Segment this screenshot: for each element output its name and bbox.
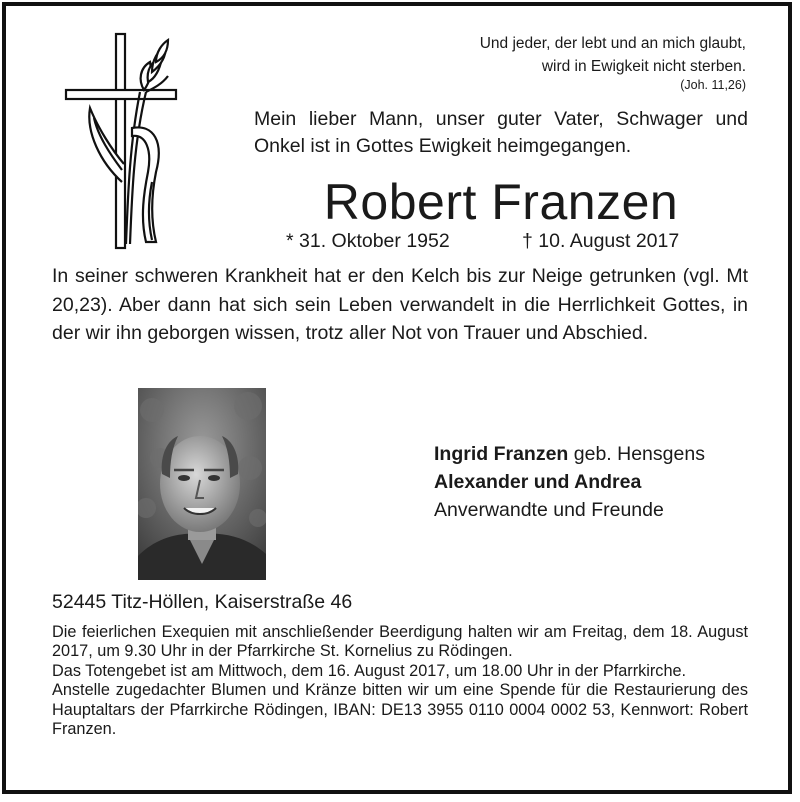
cross-icon <box>60 32 180 252</box>
quote-source: (Joh. 11,26) <box>680 78 746 92</box>
birth-date: * 31. Oktober 1952 <box>286 230 450 252</box>
deceased-name: Robert Franzen <box>323 174 679 230</box>
mourners-list <box>434 440 705 524</box>
details-paragraph-donation: Anstelle zugedachter Blumen und Kränze bitten wir um eine Spende für die Restaurierung des Hauptaltars der Pfarrkirche Rödingen, IBAN: DE13 3955 0110 0004 0002 53, Kennwort: Robert Franzen. <box>52 681 748 739</box>
details-paragraph-prayer: Das Totengebet ist am Mittwoch, dem 16. August 2017, um 18.00 Uhr in der Pfarrkirche. <box>52 661 687 680</box>
address: 52445 Titz-Höllen, Kaiserstraße 46 <box>52 591 353 613</box>
mourner-relatives: Anverwandte und Freunde <box>434 499 664 521</box>
mourner-wife: Ingrid Franzen <box>434 443 569 465</box>
portrait-photo <box>138 388 266 580</box>
death-date: † 10. August 2017 <box>522 230 680 252</box>
service-details <box>52 623 748 739</box>
mourner-wife-maiden: geb. Hensgens <box>568 443 705 465</box>
details-paragraph-funeral: Die feierlichen Exequien mit anschließender Beerdigung halten wir am Freitag, dem 18. August 2017, um 9.30 Uhr in der Pfarrkirche St. Kornelius zu Rödingen. <box>52 623 748 661</box>
bible-quote <box>480 32 746 78</box>
quote-line-1: Und jeder, der lebt und an mich glaubt, <box>479 35 746 52</box>
mourner-children: Alexander und Andrea <box>434 471 642 493</box>
mourner-line-1 <box>434 440 705 468</box>
intro-text: Mein lieber Mann, unser guter Vater, Schwager und Onkel ist in Gottes Ewigkeit heimgegangen. <box>254 108 748 157</box>
memorial-text: In seiner schweren Krankheit hat er den Kelch bis zur Neige getrunken (vgl. Mt 20,23). Aber dann hat sich sein Leben verwandelt in die Herrlichkeit Gottes, in der wir ihn geborgen wissen, trotz aller Not von Trauer und Abschied. <box>52 265 748 344</box>
quote-line-2: wird in Ewigkeit nicht sterben. <box>541 58 746 75</box>
